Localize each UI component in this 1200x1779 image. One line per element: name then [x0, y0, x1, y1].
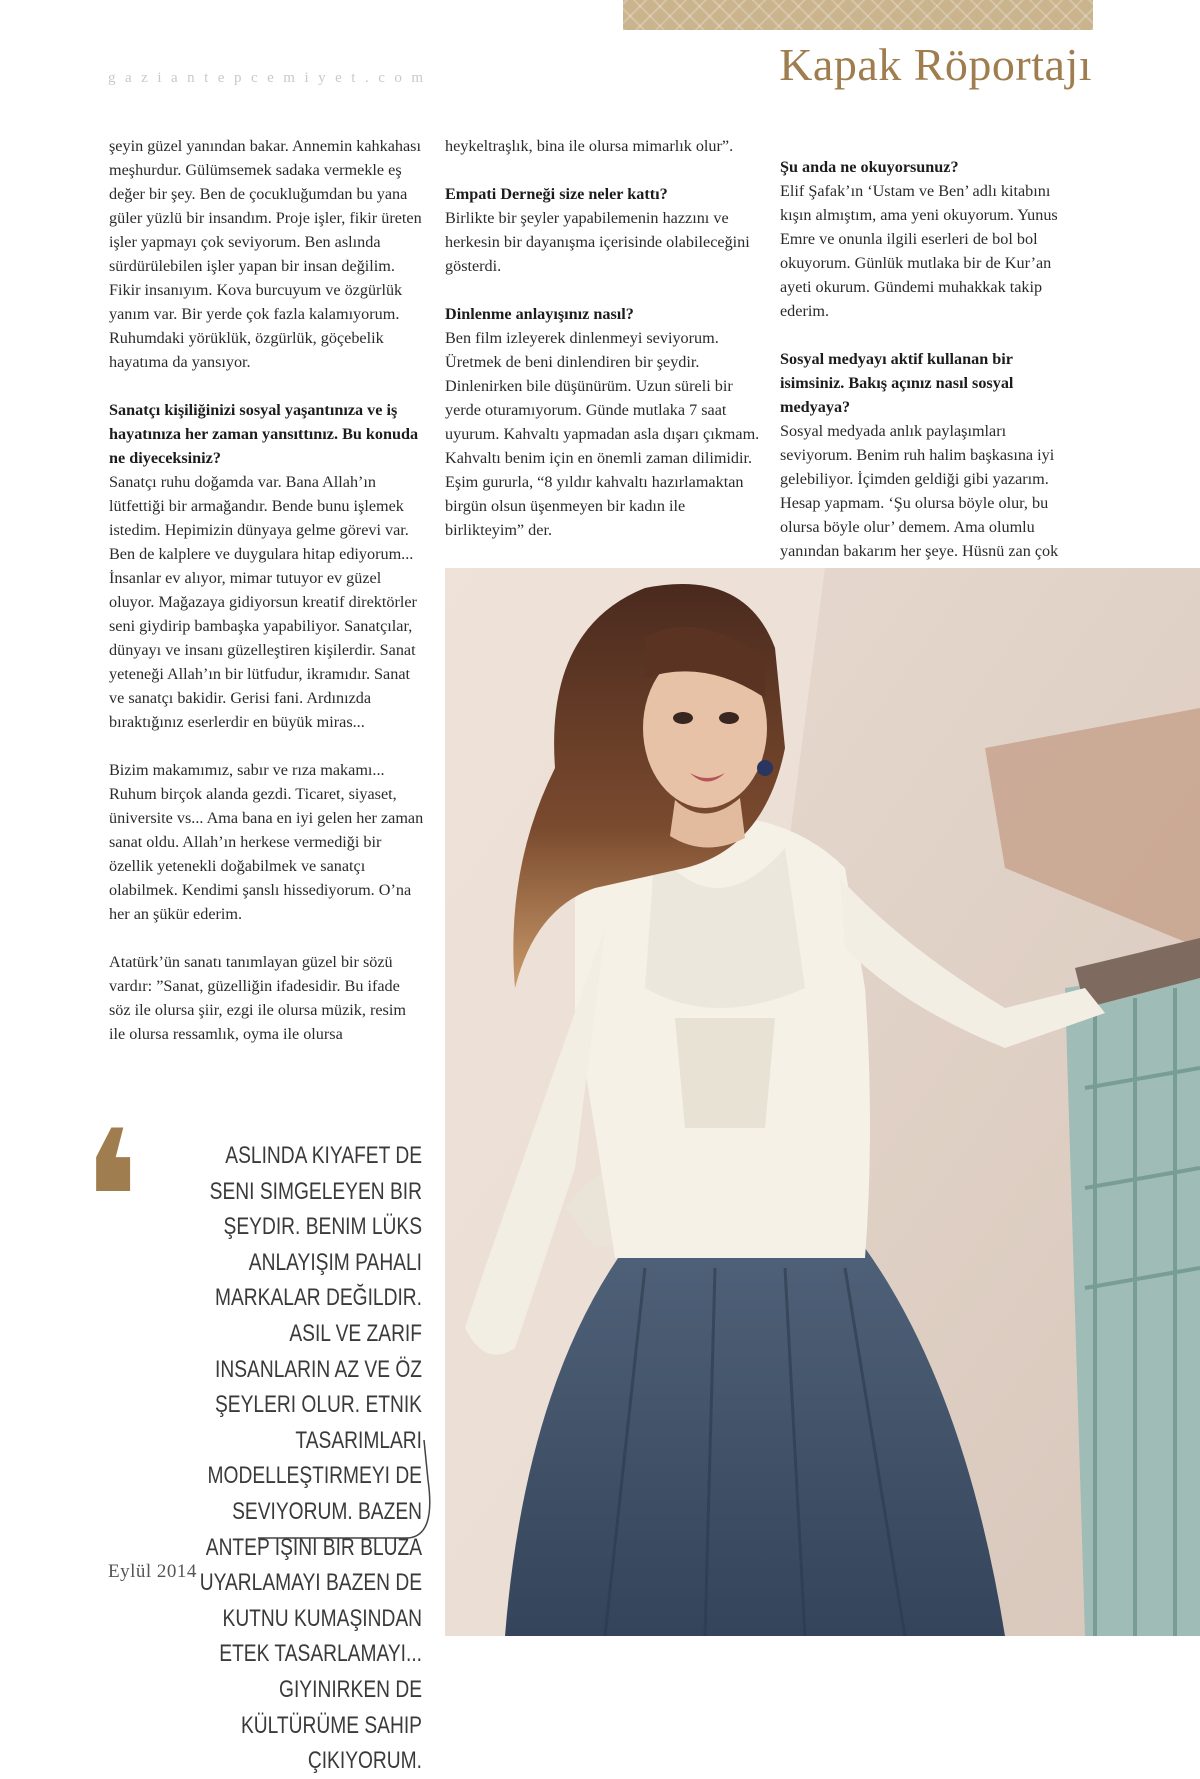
pull-quote-divider — [258, 1440, 438, 1540]
site-url: gaziantepcemiyet.com — [108, 70, 433, 86]
answer: Elif Şafak’ın ‘Ustam ve Ben’ adlı kitabını kışın almıştım, ama yeni okuyorum. Yunus Emre ve onunla ilgili eserleri de bol bol okuyorum. Günlük mutlaka bir de Kur’an ayeti okurum. Gündemi muhakkak takip ederim. — [780, 182, 1058, 320]
paragraph: Atatürk’ün sanatı tanımlayan güzel bir sözü vardır: ”Sanat, güzelliğin ifadesidir. Bu ifade söz ile olursa şiir, ezgi ile olursa müzik, resim ile olursa ressamlık, oyma ile olursa — [109, 953, 406, 1043]
answer: Ben film izleyerek dinlenmeyi seviyorum. Üretmek de beni dinlendiren bir şeydir. Dinlenirken bile düşünürüm. Uzun süreli bir yerde oturamıyorum. Günde mutlaka 7 saat uyurum. Kahvaltı yapmadan asla dışarı çıkmam. Kahvaltı benim için en önemli zaman dilimidir. Eşim gururla, “8 yıldır kahvaltı hazırlamaktan birgün olsun üşenmeyen bir kadın ile birlikteyim” der. — [445, 329, 760, 539]
pull-quote: ASLINDA KIYAFET DE SENI SIMGELEYEN BIR ŞEYDIR. BENIM LÜKS ANLAYIŞIM PAHALI MARKALAR DEĞILDIR. ASIL VE ZARIF INSANLARIN AZ VE ÖZ ŞEYLERI OLUR. ETNIK TASARIMLARI MODELLEŞTIRMEYI DE SEVIYORUM. BAZEN ANTEP IŞINI BIR BLUZA UYARLAMAYI BAZEN DE KUTNU KUMAŞINDAN ETEK TASARLAMAYI... GIYINIRKEN DE KÜLTÜRÜME SAHIP ÇIKIYORUM. — [199, 1142, 422, 1775]
answer: Sosyal medyada anlık paylaşımları seviyorum. Benim ruh halim başkasına iyi gelebiliyor. İçimden geldiği gibi yazarım. Hesap yapmam. ‘Şu olursa böyle olur, bu olursa böyle olur’ demem. Ama olumlu yanından bakarım her şeye. Hüsnü zan çok — [780, 422, 1059, 560]
question: Sosyal medyayı aktif kullanan bir isimsiniz. Bakış açınız nasıl sosyal medyaya? — [780, 350, 1014, 416]
portrait-photo — [445, 568, 1200, 1636]
article-column-2 — [445, 134, 760, 542]
paragraph: heykeltraşlık, bina ile olursa mimarlık olur”. — [445, 137, 734, 155]
portrait-illustration — [445, 568, 1200, 1636]
article-column-1 — [109, 134, 424, 1046]
section-title: Kapak Röportajı — [779, 39, 1092, 90]
paragraph: şeyin güzel yanından bakar. Annemin kahkahası meşhurdur. Gülümsemek sadaka vermekle eş değer bir şey. Ben de çocukluğumdan bu yana güler yüzlü bir insandım. Proje işler, fikir üreten işler yapmayı çok seviyorum. Ben aslında sürdürülebilen işler yapan bir insan değilim. Fikir insanıyım. Kova burcuyum ve özgürlük yanım var. Bir yerde çok fazla kalamıyorum. Ruhumdaki yörüklük, özgürlük, göçebelik hayatıma da yansıyor. — [109, 137, 422, 371]
quote-mark-icon: ❛ — [80, 1098, 142, 1308]
question: Dinlenme anlayışınız nasıl? — [445, 305, 634, 323]
answer: Birlikte bir şeyler yapabilemenin hazzını ve herkesin bir dayanışma içerisinde olabileceğini gösterdi. — [445, 209, 750, 275]
answer: Sanatçı ruhu doğamda var. Bana Allah’ın lütfettiği bir armağandır. Bende bunu işlemek istedim. Hepimizin dünyaya gelme görevi var. Ben de kalplere ve duygulara hitap ediyorum... İnsanlar ev alıyor, mimar tutuyor ev güzel oluyor. Mağazaya gidiyorsun kreatif direktörler seni giydirip bambaşka yapabiliyor. Sanatçılar, dünyayı ve insanı güzelleştiren kişilerdir. Sanat yeteneği Allah’ın bir lütfudur, ikramıdır. Sanat ve sanatçı bakidir. Gerisi fani. Ardınızda bıraktığınız eserlerdir en büyük miras... — [109, 473, 417, 731]
question: Şu anda ne okuyorsunuz? — [780, 158, 959, 176]
header-pattern-banner — [623, 0, 1093, 30]
question: Empati Derneği size neler kattı? — [445, 185, 668, 203]
article-column-3 — [780, 155, 1080, 587]
question: Sanatçı kişiliğinizi sosyal yaşantınıza ve iş hayatınıza her zaman yansıttınız. Bu konuda ne diyeceksiniz? — [109, 401, 419, 467]
paragraph: Bizim makamımız, sabır ve rıza makamı... Ruhum birçok alanda gezdi. Ticaret, siyaset, üniversite vs... Ama bana en iyi gelen her zaman sanat oldu. Allah’ın herkese vermediği bir özellik yetenekli doğabilmek ve sanatçı olabilmek. Kendimi şanslı hissediyorum. O’na her an şükür ederim. — [109, 761, 424, 923]
issue-date: Eylül 2014 — [108, 1561, 197, 1582]
